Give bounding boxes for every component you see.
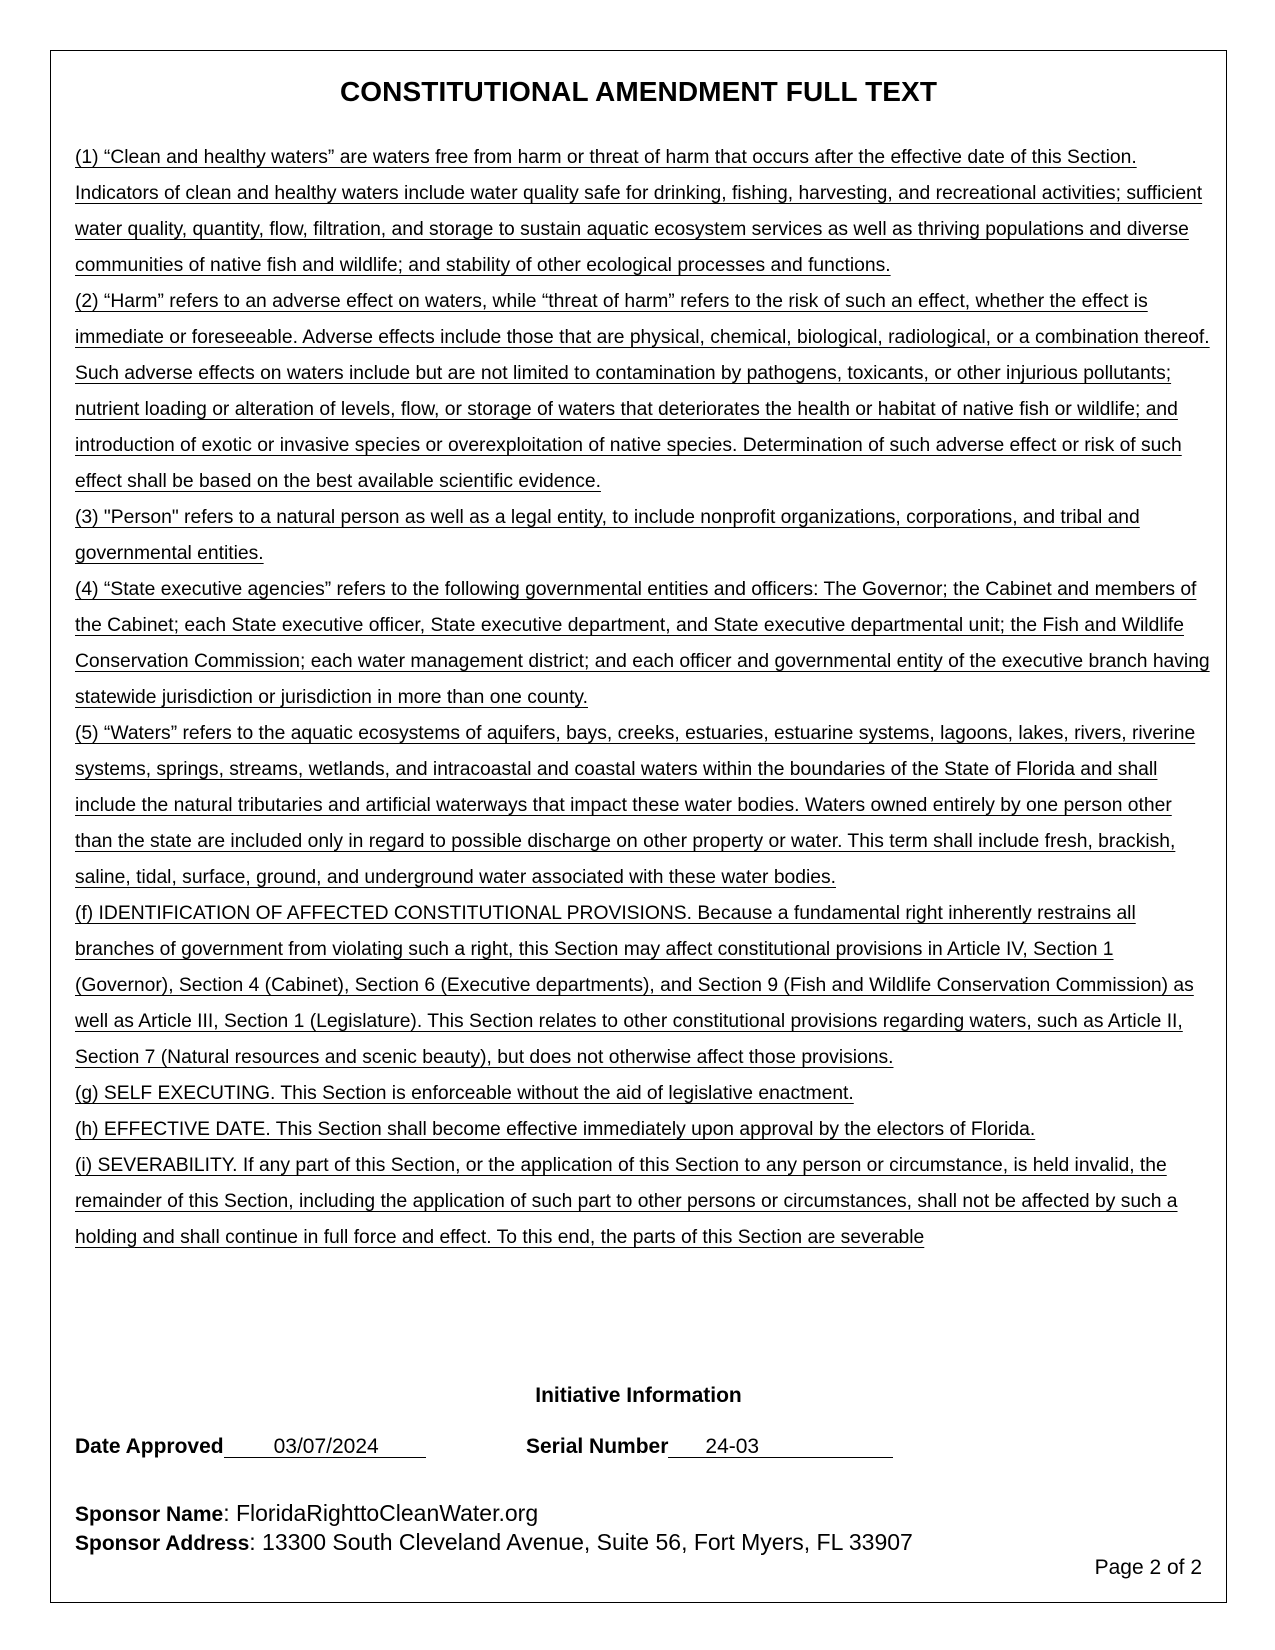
page-number: Page 2 of 2 xyxy=(1094,1556,1202,1579)
document-frame xyxy=(50,50,1227,1603)
sponsor-address-value: : 13300 South Cleveland Avenue, Suite 56, Fort Myers, FL 33907 xyxy=(249,1529,913,1555)
serial-number-value: 24-03 xyxy=(668,1437,893,1458)
paragraph-self-executing: (g) SELF EXECUTING. This Section is enforceable without the aid of legislative enactment. xyxy=(75,1083,854,1104)
date-approved-row xyxy=(75,1435,426,1459)
paragraph-harm: (2) “Harm” refers to an adverse effect on waters, while “threat of harm” refers to the risk of such an effect, whether the effect is immediate or foreseeable. Adverse effects include those that are physical, chemical, biological, radiological, or a combination thereof. Such adverse effects on waters include but are not limited to contamination by pathogens, toxicants, or other injurious pollutants; nutrient loading or alteration of levels, flow, or storage of waters that deteriorates the health or habitat of native fish or wildlife; and introduction of exotic or invasive species or overexploitation of native species. Determination of such adverse effect or risk of such effect shall be based on the best available scientific evidence. xyxy=(75,291,1210,492)
paragraph-affected-provisions: (f) IDENTIFICATION OF AFFECTED CONSTITUTIONAL PROVISIONS. Because a fundamental right inherently restrains all branches of government from violating such a right, this Section may affect constitutional provisions in Article IV, Section 1 (Governor), Section 4 (Cabinet), Section 6 (Executive departments), and Section 9 (Fish and Wildlife Conservation Commission) as well as Article III, Section 1 (Legislature). This Section relates to other constitutional provisions regarding waters, such as Article II, Section 7 (Natural resources and scenic beauty), but does not otherwise affect those provisions. xyxy=(75,903,1194,1068)
sponsor-name-line xyxy=(75,1499,538,1529)
document-title: CONSTITUTIONAL AMENDMENT FULL TEXT xyxy=(339,76,938,107)
paragraph-clean-healthy-waters: (1) “Clean and healthy waters” are waters free from harm or threat of harm that occurs after the effective date of this Section. Indicators of clean and healthy waters include water quality safe for drinking, fishing, harvesting, and recreational activities; sufficient water quality, quantity, flow, filtration, and storage to sustain aquatic ecosystem services as well as thriving populations and diverse communities of native fish and wildlife; and stability of other ecological processes and functions. xyxy=(75,147,1203,276)
serial-number-row xyxy=(526,1435,893,1459)
date-approved-value: 03/07/2024 xyxy=(224,1437,426,1458)
paragraph-waters: (5) “Waters” refers to the aquatic ecosystems of aquifers, bays, creeks, estuaries, estuarine systems, lagoons, lakes, rivers, riverine systems, springs, streams, wetlands, and intracoastal and coastal waters within the boundaries of the State of Florida and shall include the natural tributaries and artificial waterways that impact these water bodies. Waters owned entirely by one person other than the state are included only in regard to possible discharge on other property or water. This term shall include fresh, brackish, saline, tidal, surface, ground, and underground water associated with these water bodies. xyxy=(75,723,1196,888)
amendment-body xyxy=(75,140,1210,1256)
date-approved-label: Date Approved xyxy=(75,1435,224,1458)
sponsor-address-label: Sponsor Address xyxy=(75,1532,250,1555)
paragraph-state-executive-agencies: (4) “State executive agencies” refers to the following governmental entities and officers: The Governor; the Cabinet and members of the Cabinet; each State executive officer, State executive department, and State executive departmental unit; the Fish and Wildlife Conservation Commission; each water management district; and each officer and governmental entity of the executive branch having statewide jurisdiction or jurisdiction in more than one county. xyxy=(75,579,1210,708)
paragraph-effective-date: (h) EFFECTIVE DATE. This Section shall become effective immediately upon approval by the electors of Florida. xyxy=(75,1119,1036,1140)
sponsor-name-label: Sponsor Name xyxy=(75,1503,224,1526)
initiative-information-heading: Initiative Information xyxy=(535,1384,742,1407)
sponsor-name-value: : FloridaRighttoCleanWater.org xyxy=(223,1500,539,1526)
paragraph-severability: (i) SEVERABILITY. If any part of this Section, or the application of this Section to any person or circumstance, is held invalid, the remainder of this Section, including the application of such part to other persons or circumstances, shall not be affected by such a holding and shall continue in full force and effect. To this end, the parts of this Section are severable xyxy=(75,1155,1178,1248)
serial-number-label: Serial Number xyxy=(526,1435,669,1458)
paragraph-person: (3) "Person" refers to a natural person as well as a legal entity, to include nonprofit organizations, corporations, and tribal and governmental entities. xyxy=(75,507,1140,564)
sponsor-address-line xyxy=(75,1528,913,1558)
